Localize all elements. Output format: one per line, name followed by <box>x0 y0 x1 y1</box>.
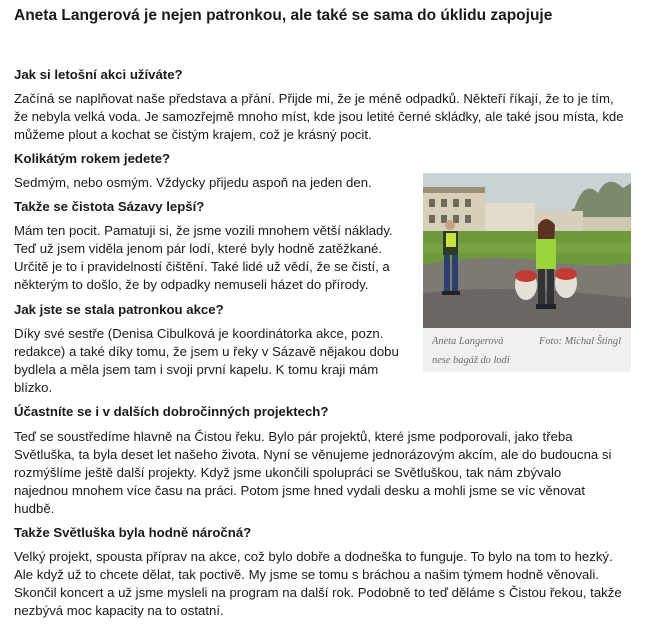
article-title: Aneta Langerová je nejen patronkou, ale také se sama do úklidu zapojuje <box>14 7 553 24</box>
answer-5: Teď se soustředíme hlavně na Čistou řeku. Bylo pár projektů, které jsme podporovali, jako třeba Světluška, ta byla deset let našeho života. Nyní se věnujeme jednorázovým akcím, ale do budoucna si rozmýšlíme ještě další projekty. Když jsme ukončili spolupráci se Světluškou, tak nám zbývalo najednou mnohem více času na práci. Potom jsme hned vydali desku a mohli jsme se víc věnovat hudbě. <box>14 429 612 516</box>
answer-6: Velký projekt, spousta příprav na akce, což bylo dobře a dodneška to funguje. To bylo na tom to hezký. Ale když už to chcete dělat, tak poctivě. My jsme se tomu s bráchou a našim týmem hodně věnovali. Skončil koncert a už jsme mysleli na program na další rok. Podobně to teď děláme s Čistou řekou, takže nezbývá moc kapacity na to ostatní. <box>14 549 622 618</box>
photo-credit: Foto: Michal Štingl <box>539 336 621 347</box>
answer-4: Díky své sestře (Denisa Cibulková je koordinátorka akce, pozn. redakce) a také díky tomu, že jsem u řeky v Sázavě nějakou dobu bydlela a měla jsem tam i svoji první kapelu. K tomu kraji mám blízko. <box>14 326 399 395</box>
question-2: Kolikátým rokem jedete? <box>14 151 171 166</box>
article-photo <box>423 173 631 328</box>
answer-2: Sedmým, nebo osmým. Vždycky přijedu aspoň na jeden den. <box>14 175 372 190</box>
answer-1: Začíná se naplňovat naše představa a přání. Přijde mi, že je méně odpadků. Někteří říkají, že to je tím, že nebyla velká voda. Je samozřejmě mnoho míst, kde jsou letité černé skládky, ale také jsou místa, kde můžeme plout a kochat se čistým krajem, což je krásný pocit. <box>14 91 624 142</box>
photo-figure <box>423 173 631 372</box>
question-3: Takže se čistota Sázavy lepší? <box>14 199 205 214</box>
photo-caption-line-2: nese bagáž do lodi <box>432 355 510 366</box>
answer-3: Mám ten pocit. Pamatuji si, že jsme vozili mnohem větší náklady. Teď už jsem viděla jenom pár lodí, které byly hodně zatěžkané. Určitě je to i pravidelností čištění. Také lidé už vědí, že se čistí, a některým to došlo, že by odpadky nemuseli házet do přírody. <box>14 223 393 292</box>
question-6: Takže Světluška byla hodně náročná? <box>14 525 252 540</box>
photo-caption-line-1: Aneta Langerová <box>432 336 504 347</box>
question-4: Jak jste se stala patronkou akce? <box>14 302 224 317</box>
question-5: Účastníte se i v dalších dobročinných projektech? <box>14 404 329 419</box>
question-1: Jak si letošní akci užíváte? <box>14 67 183 82</box>
